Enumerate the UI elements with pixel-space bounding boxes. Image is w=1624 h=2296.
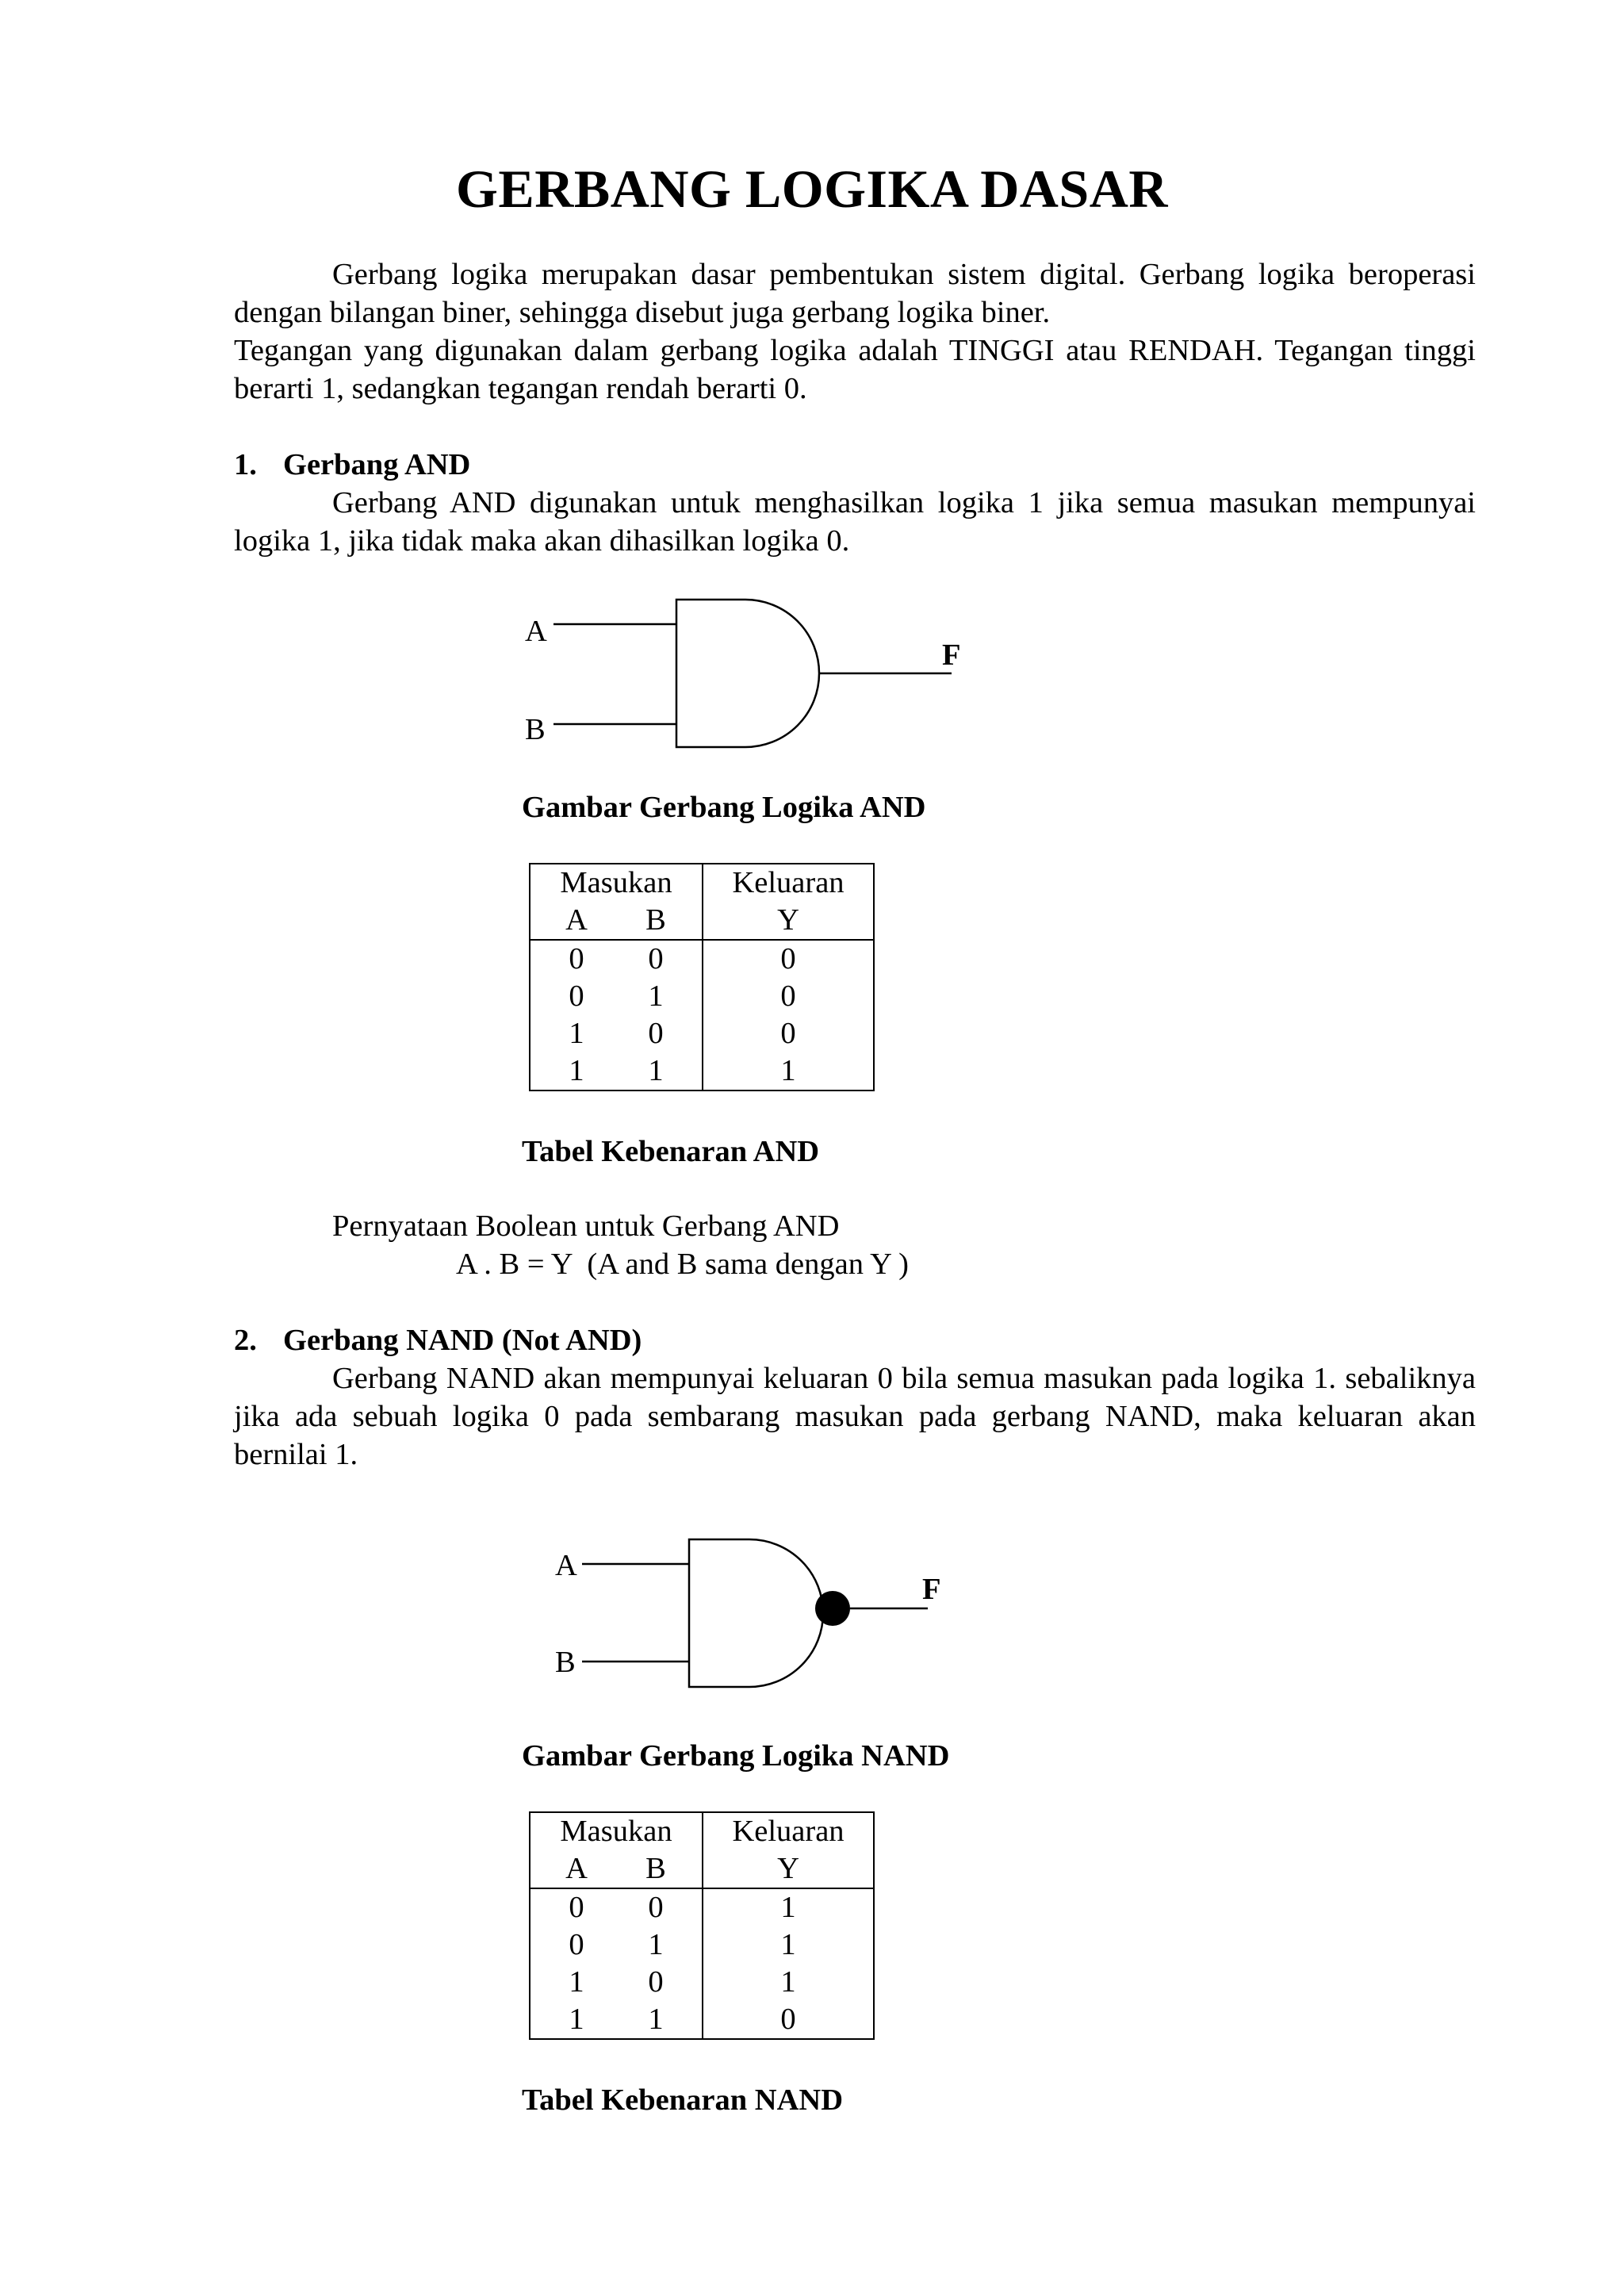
nand-table-output-header [703, 1812, 874, 1888]
and-input-a-label: A [525, 615, 547, 648]
table-row [530, 1015, 702, 1052]
nand-gate-body [689, 1539, 823, 1687]
nand-b-3: 1 [648, 2003, 664, 2036]
nand-a-1: 0 [569, 1928, 584, 1961]
and-output-label: F [942, 638, 961, 672]
and-b-3: 1 [648, 1054, 664, 1087]
nand-truth-table [529, 1811, 875, 2040]
section-1-text [234, 484, 1476, 560]
intro-text [234, 255, 1476, 408]
and-a-0: 0 [569, 942, 584, 976]
and-table-input-values [530, 940, 703, 1091]
and-boolean-label: Pernyataan Boolean untuk Gerbang AND [332, 1209, 840, 1243]
table-row [530, 1052, 702, 1090]
and-a-2: 1 [569, 1017, 584, 1050]
nand-header-y: Y [777, 1852, 799, 1885]
section-1-number: 1. [234, 448, 257, 481]
and-a-3: 1 [569, 1054, 584, 1087]
section-1-heading [234, 446, 470, 484]
section-2-text [234, 1359, 1476, 1474]
nand-y-2: 1 [780, 1965, 796, 1999]
intro-paragraph-1: Gerbang logika merupakan dasar pembentukan sistem digital. Gerbang logika beroperasi dengan bilangan biner, sehingga disebut juga gerbang logika biner. [234, 258, 1476, 329]
nand-b-0: 0 [648, 1891, 664, 1924]
nand-y-0: 1 [780, 1891, 796, 1924]
nand-header-b: B [645, 1852, 666, 1885]
nand-input-b-label: B [555, 1646, 576, 1679]
and-y-2: 0 [780, 1017, 796, 1050]
section-2-heading [234, 1321, 642, 1359]
nand-figure-caption: Gambar Gerbang Logika NAND [522, 1739, 950, 1773]
page-title: GERBANG LOGIKA DASAR [456, 159, 1168, 219]
and-b-2: 0 [648, 1017, 664, 1050]
and-boolean-expression: A . B = Y (A and B sama dengan Y ) [456, 1248, 909, 1281]
nand-table-input-values [530, 1888, 703, 2039]
nand-gate-diagram [539, 1527, 952, 1709]
section-1-title: Gerbang AND [283, 448, 471, 481]
and-table-caption: Tabel Kebenaran AND [522, 1135, 820, 1168]
table-row [530, 1964, 702, 2001]
and-table-output-values [703, 940, 874, 1091]
and-header-a: A [565, 903, 588, 937]
and-b-1: 1 [648, 979, 664, 1013]
nand-b-1: 1 [648, 1928, 664, 1961]
nand-header-a: A [565, 1852, 588, 1885]
and-b-0: 0 [648, 942, 664, 976]
and-table-inputs [530, 864, 703, 940]
and-y-1: 0 [780, 979, 796, 1013]
and-header-y: Y [777, 903, 799, 937]
and-table-output-header [703, 864, 874, 940]
nand-a-3: 1 [569, 2003, 584, 2036]
nand-a-2: 1 [569, 1965, 584, 1999]
intro-paragraph-2: Tegangan yang digunakan dalam gerbang logika adalah TINGGI atau RENDAH. Tegangan tinggi berarti 1, sedangkan tegangan rendah berarti 0. [234, 334, 1476, 405]
nand-output-label: F [922, 1573, 941, 1606]
and-gate-diagram [508, 587, 983, 769]
table-row [530, 978, 702, 1015]
section-2-number: 2. [234, 1324, 257, 1357]
section-2-paragraph: Gerbang NAND akan mempunyai keluaran 0 bila semua masukan pada logika 1. sebaliknya jika ada sebuah logika 0 pada sembarang masukan pada gerbang NAND, maka keluaran akan bernilai 1. [234, 1362, 1476, 1471]
table-row [530, 941, 702, 978]
and-gate-body [676, 600, 819, 747]
table-row [530, 1926, 702, 1964]
table-row [530, 2001, 702, 2038]
nand-table-caption: Tabel Kebenaran NAND [522, 2083, 844, 2117]
and-figure-caption: Gambar Gerbang Logika AND [522, 791, 926, 824]
section-1-paragraph: Gerbang AND digunakan untuk menghasilkan logika 1 jika semua masukan mempunyai logika 1, jika tidak maka akan dihasilkan logika 0. [234, 486, 1476, 558]
and-truth-table [529, 863, 875, 1091]
and-input-b-label: B [525, 713, 546, 746]
nand-y-1: 1 [780, 1928, 796, 1961]
nand-a-0: 0 [569, 1891, 584, 1924]
nand-table-output-values [703, 1888, 874, 2039]
nand-inversion-bubble [815, 1591, 850, 1626]
table-row [530, 1889, 702, 1926]
and-header-b: B [645, 903, 666, 937]
and-header-keluaran: Keluaran [732, 866, 845, 899]
nand-header-masukan: Masukan [560, 1815, 672, 1848]
and-header-masukan: Masukan [560, 866, 672, 899]
and-y-3: 1 [780, 1054, 796, 1087]
section-2-title: Gerbang NAND (Not AND) [283, 1324, 642, 1357]
and-a-1: 0 [569, 979, 584, 1013]
nand-b-2: 0 [648, 1965, 664, 1999]
and-y-0: 0 [780, 942, 796, 976]
nand-input-a-label: A [555, 1549, 577, 1582]
nand-table-inputs [530, 1812, 703, 1888]
nand-y-3: 0 [780, 2003, 796, 2036]
nand-header-keluaran: Keluaran [732, 1815, 845, 1848]
